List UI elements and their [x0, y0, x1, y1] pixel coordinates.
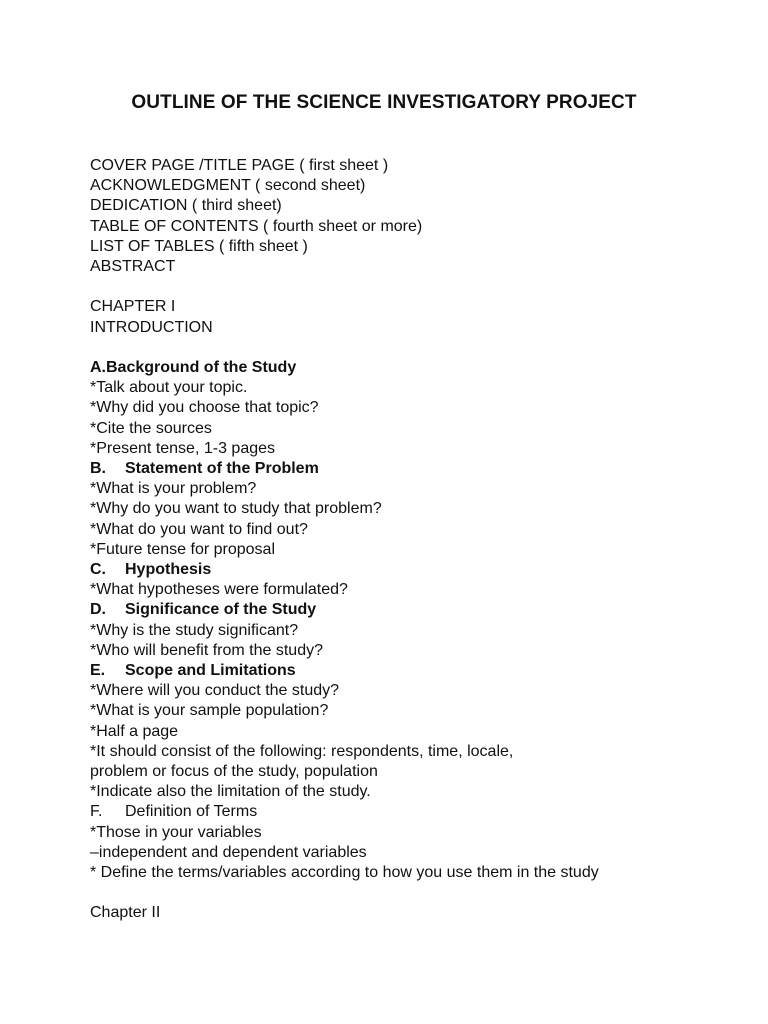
front-matter-item: LIST OF TABLES ( fifth sheet )	[90, 237, 308, 255]
chapter-1-name: INTRODUCTION	[90, 318, 213, 336]
section-b-title: Statement of the Problem	[125, 460, 319, 478]
section-b-item: *Future tense for proposal	[90, 540, 275, 558]
section-a-item: *Present tense, 1-3 pages	[90, 439, 276, 457]
front-matter-item: COVER PAGE /TITLE PAGE ( first sheet )	[90, 157, 389, 174]
section-e-heading	[90, 661, 730, 681]
section-e-item: problem or focus of the study, population	[90, 763, 378, 781]
blank-line	[90, 883, 730, 903]
section-e-item: *What is your sample population?	[90, 702, 329, 720]
section-c-letter: C.	[90, 561, 106, 579]
section-f-letter: F.	[90, 803, 103, 821]
section-a-item: *Talk about your topic.	[90, 379, 248, 397]
section-b-letter: B.	[90, 460, 106, 478]
section-b-item: *What is your problem?	[90, 480, 257, 498]
section-e-title: Scope and Limitations	[125, 662, 296, 680]
section-d-letter: D.	[90, 601, 106, 619]
section-f-item: *Those in your variables	[90, 823, 262, 841]
section-c-heading	[90, 560, 730, 580]
chapter-1-label: CHAPTER I	[90, 298, 176, 316]
front-matter-item: ABSTRACT	[90, 258, 176, 276]
blank-line	[90, 277, 730, 297]
chapter-2-label: Chapter II	[90, 904, 161, 922]
section-e-item: *It should consist of the following: respondents, time, locale,	[90, 742, 514, 760]
section-e-letter: E.	[90, 662, 106, 680]
section-d-title: Significance of the Study	[125, 601, 317, 619]
front-matter-item: ACKNOWLEDGMENT ( second sheet)	[90, 177, 366, 195]
section-d-heading	[90, 600, 730, 620]
section-b-item: *What do you want to find out?	[90, 520, 308, 538]
section-d-item: *Who will benefit from the study?	[90, 641, 323, 659]
document-title: OUTLINE OF THE SCIENCE INVESTIGATORY PROJECT	[131, 92, 637, 113]
section-a-item: *Cite the sources	[90, 419, 212, 437]
section-d-item: *Why is the study significant?	[90, 621, 299, 639]
section-e-item: *Where will you conduct the study?	[90, 682, 340, 700]
section-f-heading	[90, 802, 730, 822]
section-f-item: * Define the terms/variables according to how you use them in the study	[90, 864, 599, 882]
section-b-heading	[90, 459, 730, 479]
front-matter-item: DEDICATION ( third sheet)	[90, 197, 282, 215]
section-a-item: *Why did you choose that topic?	[90, 399, 319, 417]
blank-line	[90, 338, 730, 358]
section-c-item: *What hypotheses were formulated?	[90, 581, 348, 599]
section-b-item: *Why do you want to study that problem?	[90, 500, 382, 518]
section-e-item: *Indicate also the limitation of the study.	[90, 783, 371, 801]
section-c-title: Hypothesis	[125, 561, 212, 579]
section-e-item: *Half a page	[90, 722, 179, 740]
document-body	[90, 156, 730, 924]
section-f-title: Definition of Terms	[125, 803, 258, 821]
front-matter-item: TABLE OF CONTENTS ( fourth sheet or more)	[90, 217, 423, 235]
section-f-item: –independent and dependent variables	[90, 843, 367, 861]
section-a-heading: A.Background of the Study	[90, 359, 297, 376]
